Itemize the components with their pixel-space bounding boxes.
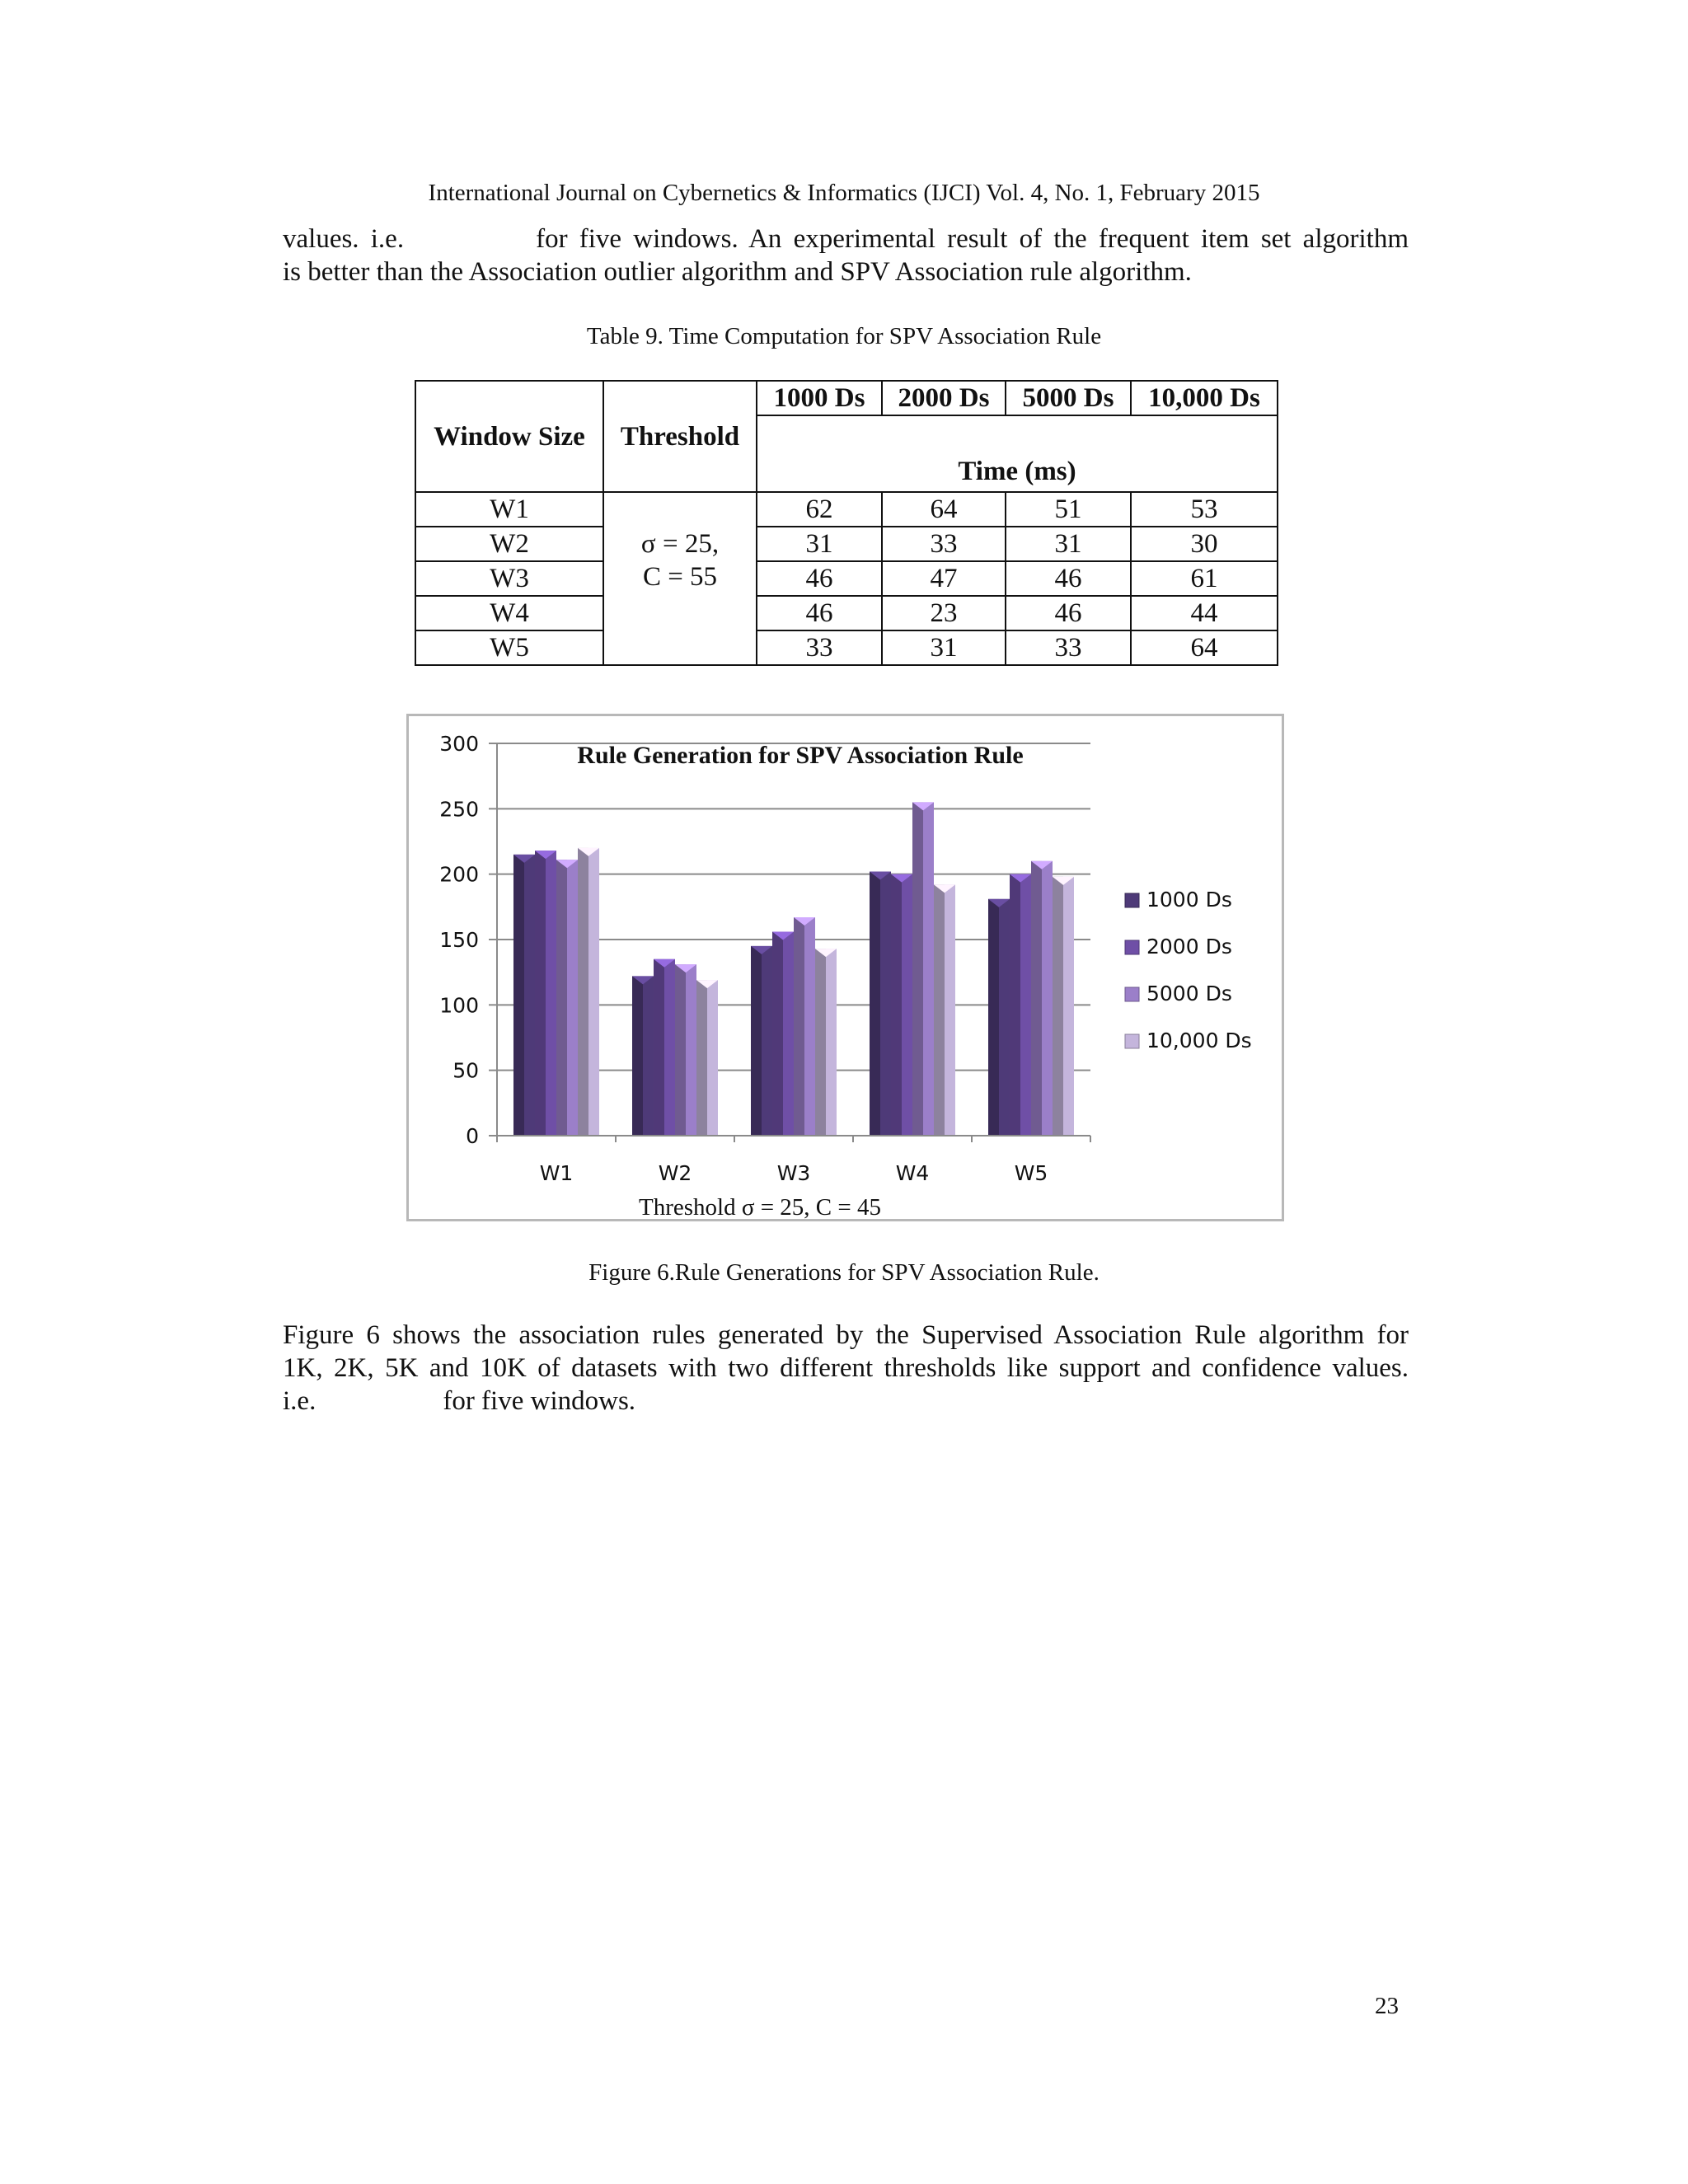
bar-left-face: [696, 980, 707, 1136]
bar-left-face: [578, 848, 588, 1136]
header-dataset: 1000 Ds: [757, 381, 882, 415]
table-header-row: [415, 381, 1278, 415]
text-fragment: for five windows. An experimental result of the frequent item set algorithm: [536, 224, 1409, 254]
bar-left-face: [675, 964, 686, 1136]
discussion-paragraph: [283, 1319, 1409, 1418]
bar-left-face: [794, 917, 804, 1136]
legend-swatch: [1125, 987, 1139, 1001]
cell-value: 62: [757, 492, 882, 527]
cell-value: 44: [1131, 596, 1278, 630]
time-computation-table: [415, 380, 1278, 666]
x-tick-label: W4: [895, 1161, 930, 1185]
y-tick-label: 100: [439, 993, 479, 1018]
threshold-line: C = 55: [642, 562, 718, 592]
cell-value: 64: [882, 492, 1006, 527]
x-tick-label: W3: [776, 1161, 811, 1185]
bar-right-face: [783, 931, 794, 1136]
table-row: [415, 561, 1278, 596]
cell-value: 61: [1131, 561, 1278, 596]
bar-left-face: [556, 860, 567, 1136]
threshold-line: σ = 25,: [640, 529, 720, 559]
x-tick-label: W2: [658, 1161, 692, 1185]
y-tick-label: 150: [439, 928, 479, 952]
cell-value: 46: [757, 596, 882, 630]
bar-right-face: [902, 874, 912, 1136]
cell-value: 64: [1131, 630, 1278, 665]
bar-left-face: [654, 959, 664, 1136]
header-dataset: 5000 Ds: [1006, 381, 1131, 415]
cell-threshold: [603, 492, 757, 665]
legend-label: 1000 Ds: [1146, 888, 1232, 912]
cell-window: W3: [415, 561, 603, 596]
bar-right-face: [1020, 874, 1031, 1136]
rule-generation-chart: [406, 714, 1284, 1221]
running-header: International Journal on Cybernetics & Informatics (IJCI) Vol. 4, No. 1, February 2015: [428, 180, 1260, 206]
header-window-size: Window Size: [415, 381, 603, 492]
cell-value: 47: [882, 561, 1006, 596]
y-tick-label: 0: [466, 1124, 479, 1148]
paragraph-line: [283, 1385, 1409, 1418]
cell-value: 46: [1006, 596, 1131, 630]
paragraph-line: Figure 6 shows the association rules generated by the Supervised Association Rule algorithm for: [283, 1320, 1409, 1350]
bar-right-face: [826, 949, 837, 1136]
text-fragment: values. i.e.: [283, 224, 405, 254]
cell-window: W5: [415, 630, 603, 665]
bar-left-face: [912, 802, 923, 1136]
table-row: [415, 492, 1278, 527]
header-dataset: 10,000 Ds: [1131, 381, 1278, 415]
text-fragment: i.e.: [283, 1386, 316, 1416]
cell-value: 31: [1006, 527, 1131, 561]
bar-left-face: [513, 855, 524, 1136]
cell-value: 30: [1131, 527, 1278, 561]
header-dataset: 2000 Ds: [882, 381, 1006, 415]
bar-left-face: [1010, 874, 1020, 1136]
legend-label: 5000 Ds: [1146, 982, 1232, 1005]
bar-right-face: [880, 871, 891, 1136]
cell-value: 51: [1006, 492, 1131, 527]
cell-value: 31: [757, 527, 882, 561]
bar-left-face: [1031, 861, 1042, 1136]
paragraph-line: is better than the Association outlier algorithm and SPV Association rule algorithm.: [283, 257, 1192, 287]
bar-right-face: [588, 848, 599, 1136]
cell-value: 31: [882, 630, 1006, 665]
legend-label: 10,000 Ds: [1146, 1029, 1252, 1052]
bar-left-face: [934, 884, 945, 1136]
bar-left-face: [1053, 877, 1063, 1136]
intro-paragraph: [283, 223, 1409, 288]
bar-left-face: [891, 874, 902, 1136]
bar-right-face: [923, 802, 934, 1136]
bar-right-face: [999, 899, 1010, 1136]
bar-right-face: [707, 980, 718, 1136]
figure-caption: Figure 6.Rule Generations for SPV Association Rule.: [588, 1259, 1100, 1286]
bar-right-face: [686, 964, 696, 1136]
header-threshold: Threshold: [603, 381, 757, 492]
text-fragment: for five windows.: [443, 1386, 636, 1416]
bar-right-face: [762, 946, 772, 1136]
paragraph-line: 1K, 2K, 5K and 10K of datasets with two different thresholds like support and confidence values.: [283, 1353, 1409, 1383]
page-number: 23: [1375, 1993, 1399, 2019]
bar-right-face: [1042, 861, 1053, 1136]
legend-swatch: [1125, 893, 1139, 907]
bar-right-face: [1063, 877, 1074, 1136]
cell-value: 33: [1006, 630, 1131, 665]
bar-right-face: [804, 917, 815, 1136]
x-tick-label: W1: [539, 1161, 574, 1185]
legend-swatch: [1125, 940, 1139, 954]
cell-value: 23: [882, 596, 1006, 630]
bar-left-face: [870, 871, 880, 1136]
y-tick-label: 250: [439, 797, 479, 822]
cell-window: W2: [415, 527, 603, 561]
bar-right-face: [945, 884, 955, 1136]
y-tick-label: 50: [452, 1058, 479, 1083]
legend-label: 2000 Ds: [1146, 935, 1232, 958]
bar-right-face: [643, 976, 654, 1136]
paragraph-line: [283, 223, 1409, 255]
x-tick-label: W5: [1014, 1161, 1048, 1185]
cell-window: W4: [415, 596, 603, 630]
y-tick-label: 300: [439, 732, 479, 756]
cell-value: 33: [757, 630, 882, 665]
bar-left-face: [751, 946, 762, 1136]
cell-window: W1: [415, 492, 603, 527]
cell-value: 46: [757, 561, 882, 596]
table-caption: Table 9. Time Computation for SPV Association Rule: [586, 323, 1102, 349]
bar-right-face: [546, 851, 556, 1136]
bar-left-face: [772, 931, 783, 1136]
table-row: [415, 527, 1278, 561]
cell-value: 33: [882, 527, 1006, 561]
bar-left-face: [815, 949, 826, 1136]
y-tick-label: 200: [439, 862, 479, 887]
bar-right-face: [524, 855, 535, 1136]
header-time-ms: Time (ms): [757, 415, 1278, 492]
table-row: [415, 596, 1278, 630]
legend-swatch: [1125, 1034, 1139, 1048]
chart-title: Rule Generation for SPV Association Rule: [577, 742, 1024, 769]
cell-value: 46: [1006, 561, 1131, 596]
bar-left-face: [988, 899, 999, 1136]
bar-right-face: [664, 959, 675, 1136]
bar-left-face: [632, 976, 643, 1136]
table-row: [415, 630, 1278, 665]
bar-left-face: [535, 851, 546, 1136]
cell-value: 53: [1131, 492, 1278, 527]
x-axis-title: Threshold σ = 25, C = 45: [638, 1194, 882, 1221]
legend: [1125, 888, 1252, 1052]
bars: [513, 802, 1074, 1136]
bar-right-face: [567, 860, 578, 1136]
